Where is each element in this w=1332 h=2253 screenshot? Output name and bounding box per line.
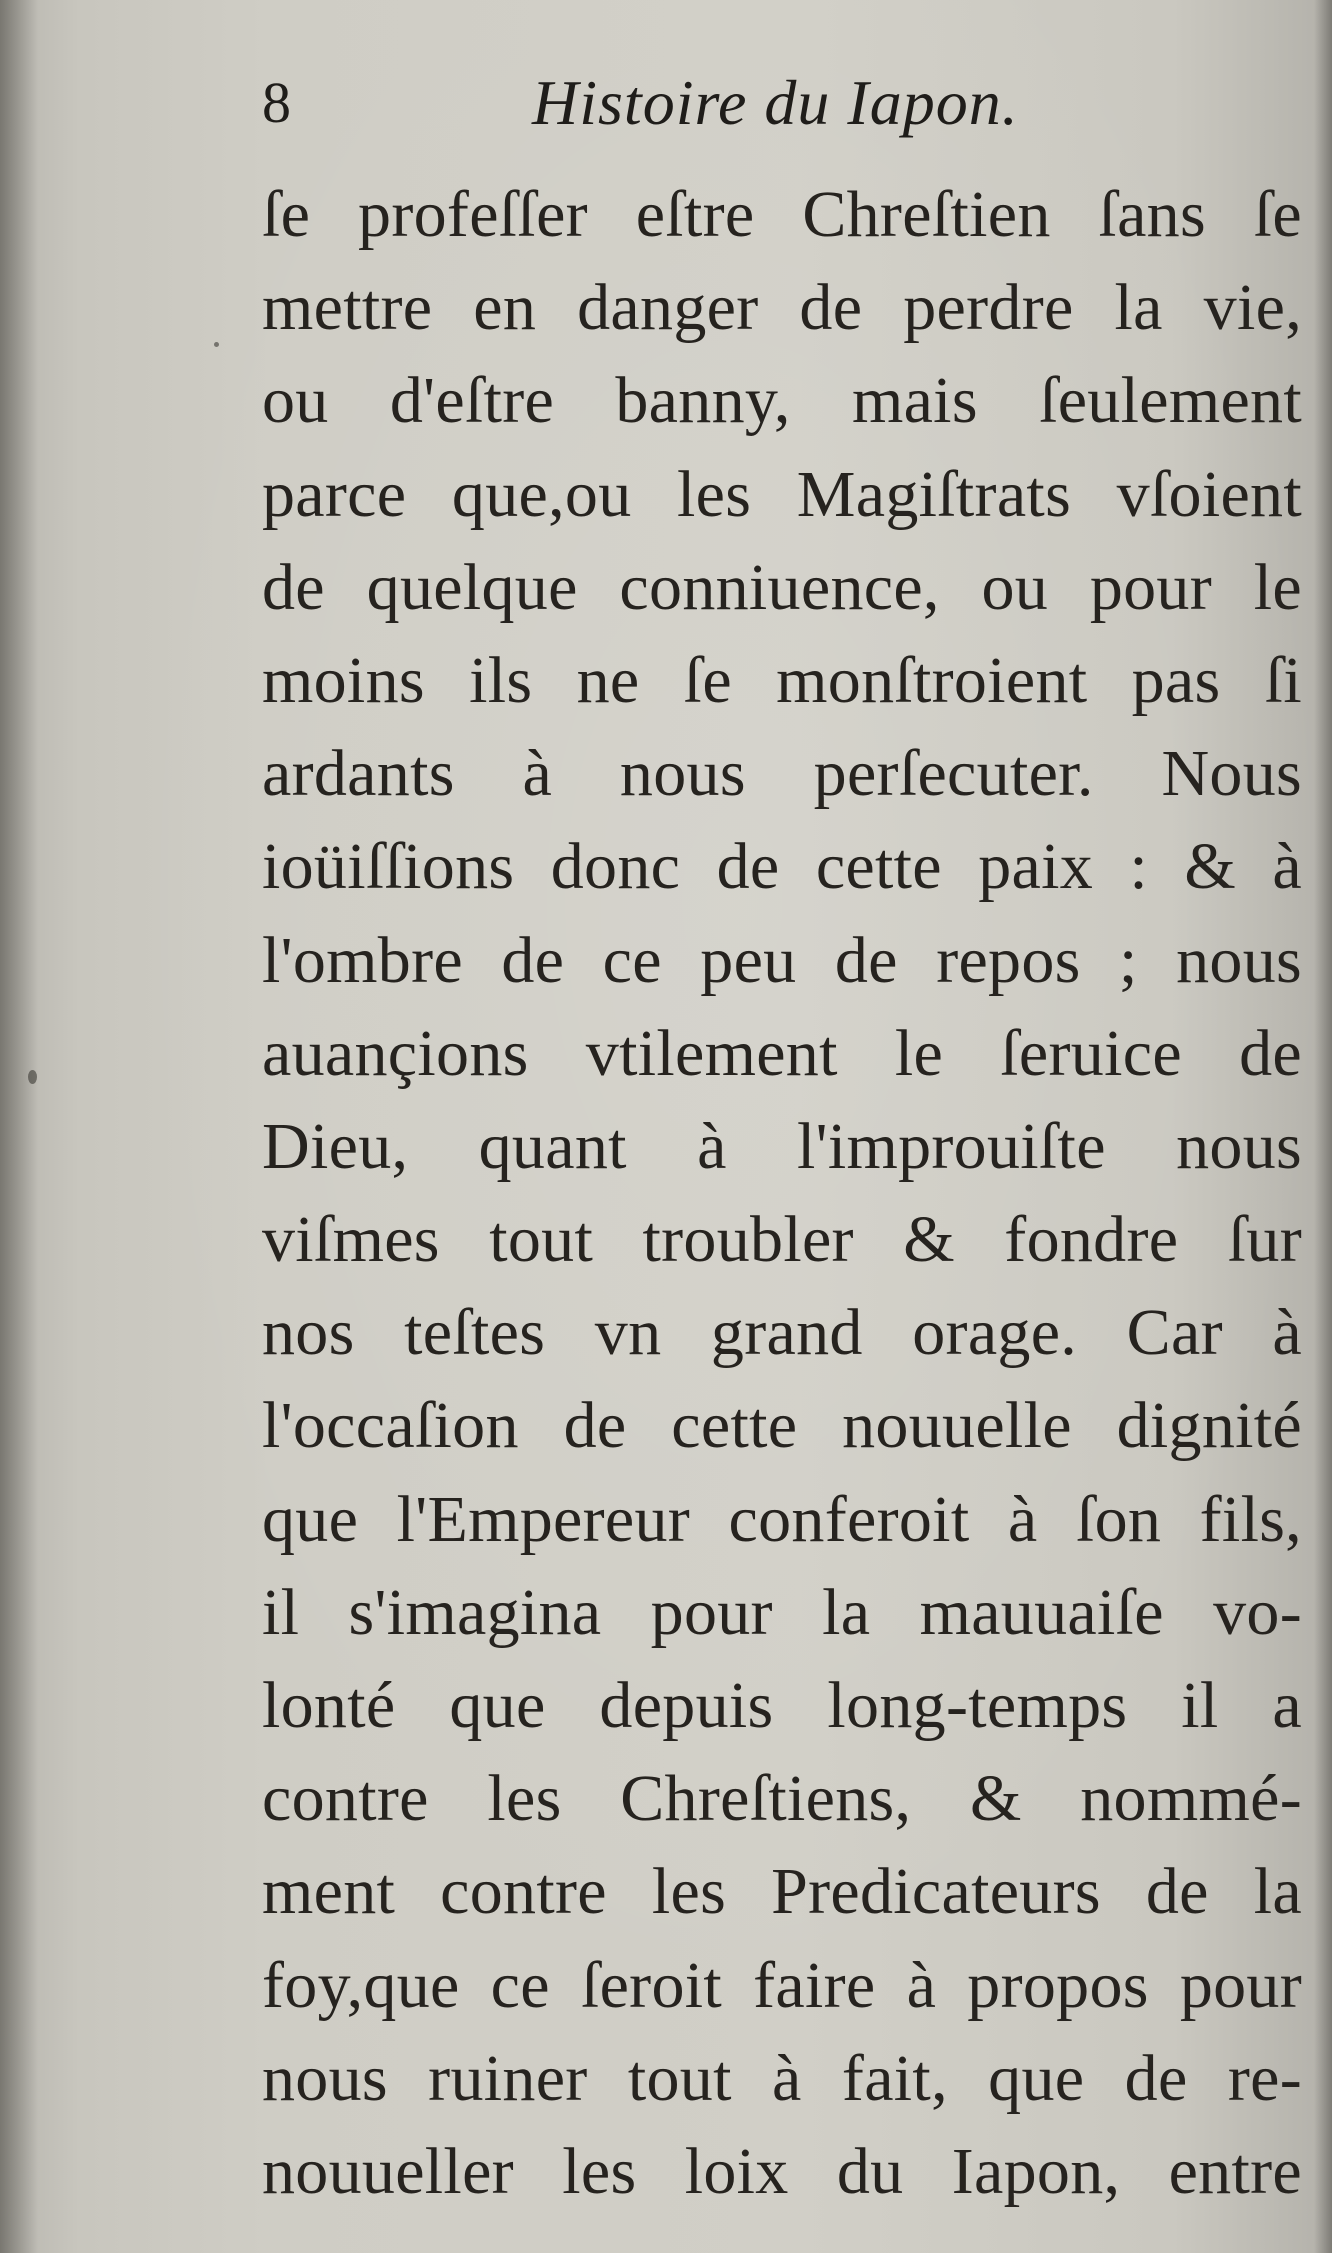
- body-text: [262, 168, 1302, 2208]
- text-line-11: Dieu, quant à l'improuiſte nous: [262, 1109, 1302, 1183]
- page-edge-shadow: [1314, 0, 1332, 2253]
- text-line-1: ſe profeſſer eſtre Chreſtien ſans ſe: [262, 178, 1302, 251]
- text-line-7: ardants à nous perſecuter. Nous: [262, 737, 1302, 811]
- text-line-22: nouueller les loix du Iapon, entre: [262, 2134, 1302, 2208]
- text-line-16: il s'imagina pour la mauuaiſe vo-: [262, 1575, 1302, 1649]
- text-line-14: l'occaſion de cette nouuelle dignité: [262, 1389, 1302, 1463]
- page-number: 8: [262, 70, 291, 135]
- text-line-19: ment contre les Predicateurs de la: [262, 1855, 1302, 1929]
- text-line-10: auançions vtilement le ſeruice de: [262, 1016, 1302, 1090]
- text-line-8: ioüiſſions donc de cette paix : & à: [262, 830, 1302, 904]
- text-line-20: foy,que ce ſeroit faire à propos pour: [262, 1948, 1302, 2022]
- text-line-3: ou d'eſtre banny, mais ſeulement: [262, 364, 1302, 438]
- text-line-6: moins ils ne ſe monſtroient pas ſi: [262, 643, 1302, 717]
- text-line-18: contre les Chreſtiens, & nommé-: [262, 1762, 1302, 1836]
- text-line-13: nos teſtes vn grand orage. Car à: [262, 1296, 1302, 1370]
- running-title: Histoire du Iapon.: [532, 67, 1019, 138]
- text-line-4: parce que,ou les Magiſtrats vſoient: [262, 457, 1302, 531]
- text-line-9: l'ombre de ce peu de repos ; nous: [262, 923, 1302, 997]
- text-line-21: nous ruiner tout à fait, que de re-: [262, 2041, 1302, 2115]
- text-line-5: de quelque conniuence, ou pour le: [262, 550, 1302, 624]
- text-line-12: viſmes tout troubler & fondre ſur: [262, 1203, 1302, 1277]
- paper-speck: [28, 1070, 37, 1084]
- paper-speck: [214, 342, 219, 347]
- text-line-2: mettre en danger de perdre la vie,: [262, 271, 1302, 345]
- text-line-17: lonté que depuis long-temps il a: [262, 1669, 1302, 1742]
- gutter-shadow: [0, 0, 38, 2253]
- text-line-15: que l'Empereur conferoit à ſon fils,: [262, 1482, 1302, 1556]
- page-header: [262, 58, 1062, 148]
